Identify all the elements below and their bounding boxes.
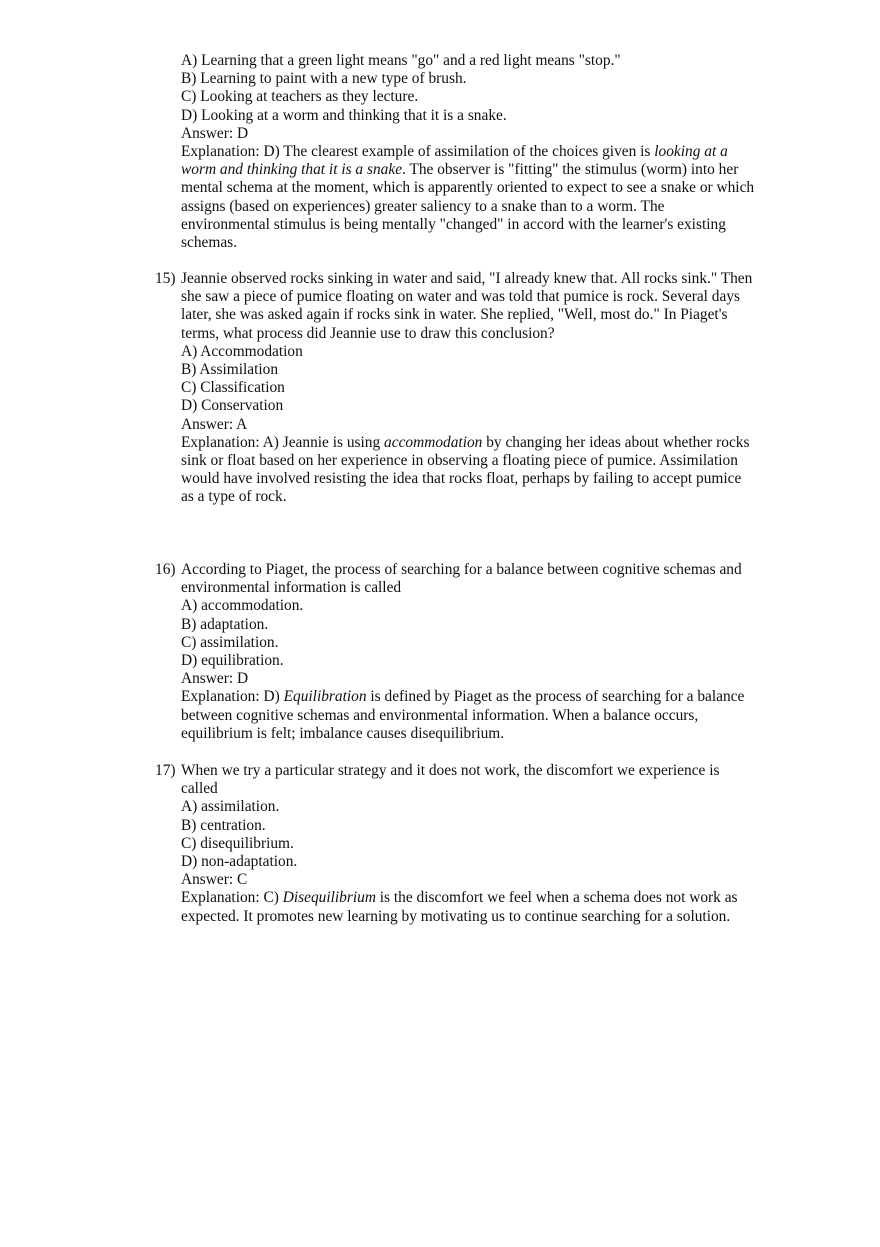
question-15 <box>155 270 755 507</box>
choice-c: C) Classification <box>181 379 285 397</box>
choice-c: C) Looking at teachers as they lecture. <box>181 88 419 106</box>
choice-d: D) Conservation <box>181 397 284 415</box>
answer: Answer: C <box>181 871 248 889</box>
question-17 <box>155 762 755 926</box>
choice-b: B) adaptation. <box>181 615 269 633</box>
explanation-emphasis: Disequilibrium <box>282 889 376 907</box>
explanation-rest: by changing her ideas about whether rocks sink or float based on her experience in observing a floating piece of pumice. Assimilation would have involved resisting the idea that rocks float, perhaps by failing to accept pumice as a type of rock. <box>181 433 750 506</box>
question-14-continuation <box>181 52 756 252</box>
choice-b: B) centration. <box>181 816 266 834</box>
choice-d: D) non-adaptation. <box>181 853 298 871</box>
explanation <box>181 889 755 925</box>
choice-c: C) assimilation. <box>181 633 279 651</box>
question-number: 16) <box>155 561 176 578</box>
explanation-emphasis: Equilibration <box>283 688 367 706</box>
choice-b: B) Assimilation <box>181 361 279 379</box>
explanation-rest: is the discomfort we feel when a schema does not work as expected. It promotes new learning by motivating us to continue searching for a solution. <box>181 889 738 925</box>
choice-a: A) assimilation. <box>181 798 280 816</box>
answer: Answer: A <box>181 415 248 433</box>
choice-b: B) Learning to paint with a new type of brush. <box>181 70 467 88</box>
explanation-emphasis: looking at a worm and thinking that it is a snake <box>181 143 728 179</box>
choice-d: D) Looking at a worm and thinking that it is a snake. <box>181 106 507 124</box>
question-number: 15) <box>155 270 176 287</box>
explanation <box>181 434 755 507</box>
explanation-lead: Explanation: D) The clearest example of assimilation of the choices given is <box>181 143 655 161</box>
explanation <box>181 143 756 252</box>
choice-d: D) equilibration. <box>181 652 284 670</box>
question-stem: When we try a particular strategy and it does not work, the discomfort we experience is called <box>181 762 720 798</box>
question-stem: According to Piaget, the process of searching for a balance between cognitive schemas and environmental information is called <box>181 561 742 597</box>
question-stem: Jeannie observed rocks sinking in water and said, "I already knew that. All rocks sink." Then she saw a piece of pumice floating on water and was told that pumice is rock. Several days later, she was asked again if rocks sink in water. She replied, "Well, most do." In Piaget's terms, what process did Jeannie use to draw this conclusion? <box>181 270 753 342</box>
choice-a: A) Accommodation <box>181 342 303 360</box>
explanation-rest: . The observer is "fitting" the stimulus (worm) into her mental schema at the moment, which is apparently oriented to expect to see a snake or which assigns (based on experiences) greater saliency to a snake than to a worm. The environmental stimulus is being mentally "changed" in accord with the learner's existing schemas. <box>181 161 755 252</box>
answer: Answer: D <box>181 670 249 688</box>
choice-a: A) Learning that a green light means "go" and a red light means "stop." <box>181 52 621 69</box>
explanation-lead: Explanation: A) Jeannie is using <box>181 433 385 451</box>
answer: Answer: D <box>181 124 249 142</box>
explanation-emphasis: accommodation <box>384 433 483 451</box>
explanation-lead: Explanation: D) <box>181 688 284 706</box>
question-number: 17) <box>155 762 176 779</box>
choice-a: A) accommodation. <box>181 597 304 615</box>
explanation-rest: is defined by Piaget as the process of searching for a balance between cognitive schemas and environmental information. When a balance occurs, equilibrium is felt; imbalance causes disequilibrium. <box>181 688 745 742</box>
explanation-lead: Explanation: C) <box>181 889 283 907</box>
question-16 <box>155 561 755 743</box>
choice-c: C) disequilibrium. <box>181 834 294 852</box>
explanation <box>181 688 755 743</box>
